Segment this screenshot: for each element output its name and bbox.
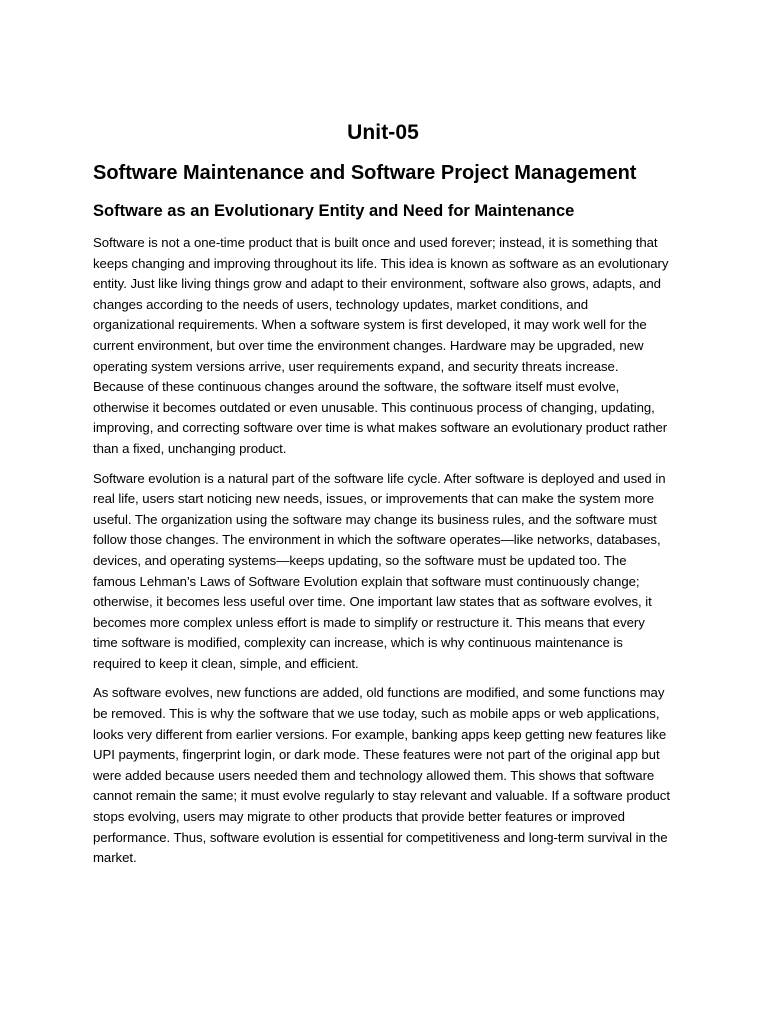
unit-title: Unit-05	[347, 121, 419, 144]
paragraph-2: Software evolution is a natural part of the software life cycle. After software is deployed and used in real life, users start noticing new needs, issues, or improvements that can make the system more useful. The organization using the software may change its business rules, and the software must follow those changes. The environment in which the software operates—like networks, databases, devices, and operating systems—keeps updating, so the software must be updated too. The famous Lehman’s Laws of Software Evolution explain that software must continuously change; otherwise, it becomes less useful over time. One important law states that as software evolves, it becomes more complex unless effort is made to simplify or restructure it. This means that every time software is modified, complexity can increase, which is why continuous maintenance is required to keep it clean, simple, and efficient.	[93, 470, 666, 671]
paragraph-1: Software is not a one-time product that is built once and used forever; instead, it is something that keeps changing and improving throughout its life. This idea is known as software as an evolutionary entity. Just like living things grow and adapt to their environment, software also grows, adapts, and changes according to the needs of users, technology updates, market conditions, and organizational requirements. When a software system is first developed, it may work well for the current environment, but over time the environment changes. Hardware may be upgraded, new operating system versions arrive, user requirements expand, and security threats increase. Because of these continuous changes around the software, the software itself must evolve, otherwise it becomes outdated or even unusable. This continuous process of changing, updating, improving, and correcting software over time is what makes software an evolutionary product rather than a fixed, unchanging product.	[93, 235, 669, 456]
section-heading: Software as an Evolutionary Entity and Need for Maintenance	[93, 202, 575, 220]
paragraph-3: As software evolves, new functions are added, old functions are modified, and some functions may be removed. This is why the software that we use today, such as mobile apps or web applications, looks very different from earlier versions. For example, banking apps keep getting new features like UPI payments, fingerprint login, or dark mode. These features were not part of the original app but were added because users needed them and technology allowed them. This shows that software cannot remain the same; it must evolve regularly to stay relevant and valuable. If a software product stops evolving, users may migrate to other products that provide better features or improved performance. Thus, software evolution is essential for competitiveness and long-term survival in the market.	[93, 685, 670, 866]
document-title: Software Maintenance and Software Project Management	[93, 162, 637, 184]
document-page	[93, 118, 673, 869]
